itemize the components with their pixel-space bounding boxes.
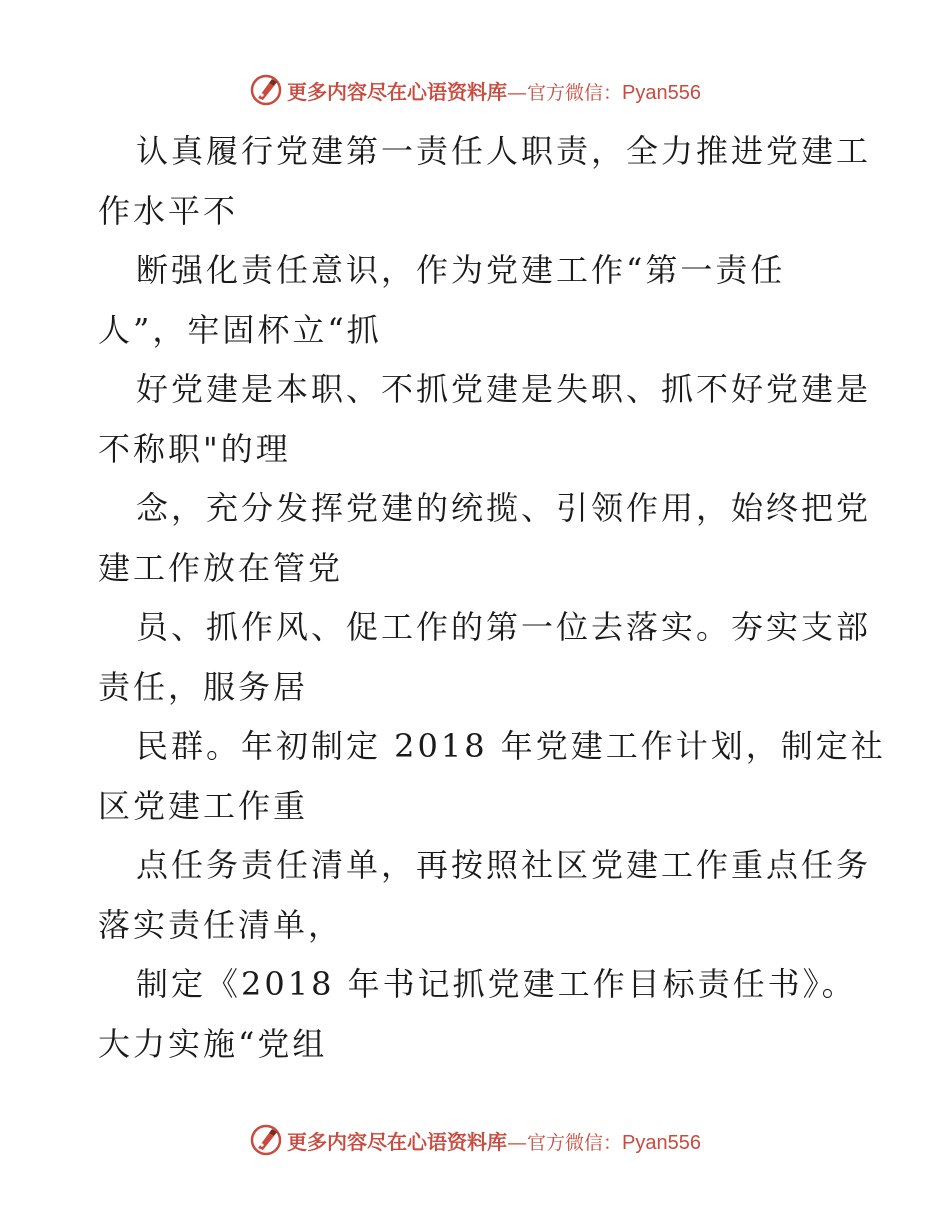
body-line: 员、抓作风、促工作的第一位去落实。夯实支部 xyxy=(136,608,872,646)
pen-nib-logo-icon xyxy=(249,73,283,107)
pen-nib-logo-icon xyxy=(249,1123,283,1157)
body-line: 人”，牢固杯立“抓 xyxy=(98,310,382,349)
body-line: 落实责任清单， xyxy=(98,905,344,944)
body-line: 作水平不 xyxy=(98,191,239,230)
body-line: 民群。年初制定 2018 年党建工作计划，制定社 xyxy=(136,727,886,765)
body-line: 建工作放在管党 xyxy=(98,548,344,587)
header-banner xyxy=(0,70,950,110)
footer-wechat-id: Pyan556 xyxy=(622,1131,701,1154)
footer-site-text: 更多内容尽在心语资料库 xyxy=(287,1129,507,1154)
footer-dash: — xyxy=(507,1129,527,1154)
body-line: 制定《2018 年书记抓党建工作目标责任书》。 xyxy=(136,965,857,1003)
body-line: 断强化责任意识，作为党建工作“第一责任 xyxy=(136,251,786,289)
body-line: 区党建工作重 xyxy=(98,786,309,825)
header-dash: — xyxy=(507,79,527,104)
document-body xyxy=(98,122,886,1074)
header-wechat-label: 官方微信： xyxy=(527,81,623,104)
header-site-text: 更多内容尽在心语资料库 xyxy=(287,79,507,104)
body-line: 大力实施“党组 xyxy=(98,1024,328,1063)
footer-banner xyxy=(0,1120,950,1160)
body-line: 点任务责任清单，再按照社区党建工作重点任务 xyxy=(136,846,872,884)
body-line: 不称职"的理 xyxy=(98,429,291,468)
body-line: 责任，服务居 xyxy=(98,667,309,706)
body-line: 好党建是本职、不抓党建是失职、抓不好党建是 xyxy=(136,370,872,408)
body-line: 认真履行党建第一责任人职责，全力推进党建工 xyxy=(136,132,872,170)
body-line: 念，充分发挥党建的统揽、引领作用，始终把党 xyxy=(136,489,872,527)
header-wechat-id: Pyan556 xyxy=(622,81,701,104)
footer-wechat-label: 官方微信： xyxy=(527,1131,623,1154)
